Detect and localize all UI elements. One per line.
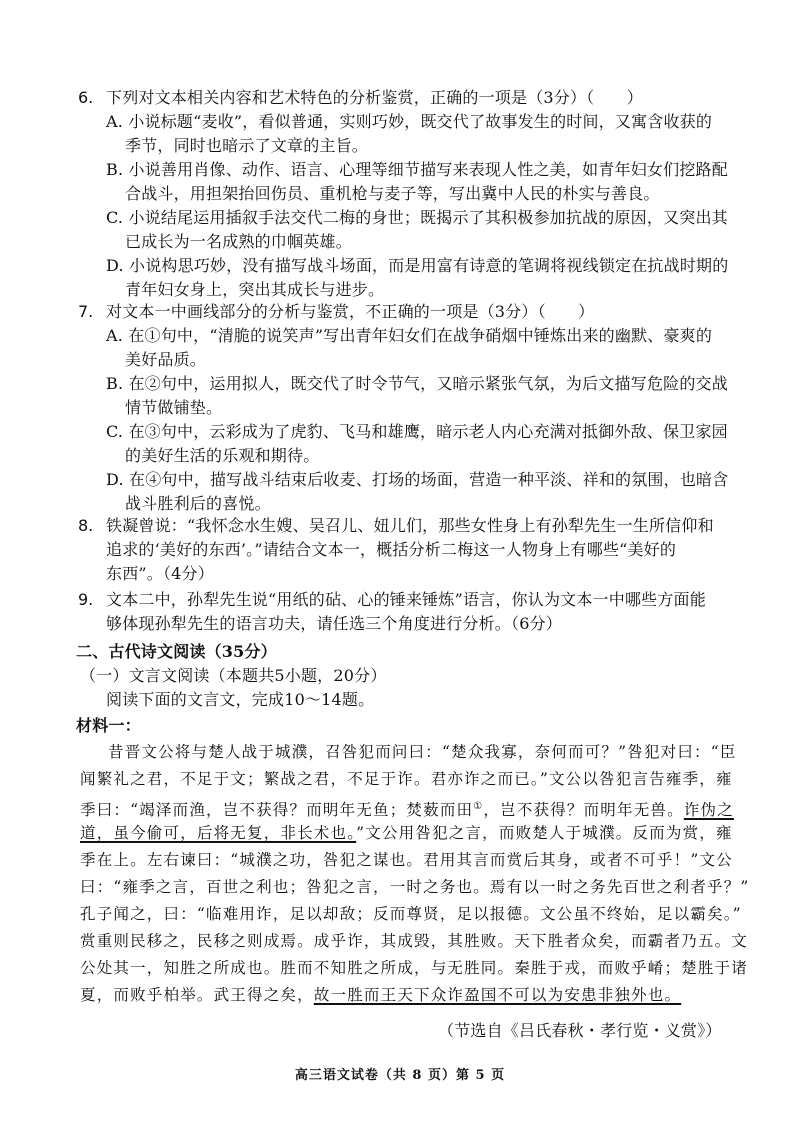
passage-line-10 — [80, 984, 681, 1007]
q6-option-c-line2: 已成长为一名成熟的巾帼英雄。 — [125, 232, 352, 251]
q7-option-c-line1: C. 在③句中，云彩成为了虎豹、飞马和雄鹰，暗示老人内心充满对抵御外敌、保卫家园 — [106, 422, 728, 441]
q7-option-c-line2: 的美好生活的乐观和期待。 — [125, 446, 320, 465]
q6-option-b-line1: B. 小说善用肖像、动作、语言、心理等细节描写来表现人性之美，如青年妇女们挖路配 — [106, 160, 728, 179]
underlined-sentence-start: 诈伪之 — [683, 801, 734, 820]
q6-option-a-line2: 季节，同时也暗示了文章的主旨。 — [125, 136, 369, 155]
question-8-line3: 东西”。（4分） — [106, 564, 214, 583]
passage-line-4-cont: ”文公用咎犯之言，而败楚人于城濮。反而为赏，雍 — [356, 824, 733, 842]
q7-option-b-line2: 情节做铺垫。 — [125, 398, 223, 417]
question-9-line1: 文本二中，孙犁先生说“用纸的砧、心的锤来锤炼”语言，你认为文本一中哪些方面能 — [106, 590, 706, 609]
question-6-stem: 下列对文本相关内容和艺术特色的分析鉴赏，正确的一项是（3分）（ ） — [106, 88, 643, 107]
section-2-instruction: 阅读下面的文言文，完成10～14题。 — [106, 690, 375, 709]
passage-line-2: 闻繁礼之君，不足于文；繁战之君，不足于诈。君亦诈之而已。”文公以咎犯言告雍季，雍 — [80, 770, 733, 788]
q7-option-b-line1: B. 在②句中，运用拟人，既交代了时令节气，又暗示紧张气氛，为后文描写危险的交战 — [106, 374, 728, 393]
question-8-number: 8. — [78, 516, 94, 535]
footnote-marker: ① — [473, 801, 484, 812]
section-2-title: 二、古代诗文阅读（35分） — [76, 642, 277, 661]
q7-option-a-line2: 美好品质。 — [125, 350, 207, 369]
q6-option-b-line2: 合战斗，用担架抬回伤员、重机枪与麦子等，写出冀中人民的朴实与善良。 — [125, 184, 660, 203]
q6-option-d-line2: 青年妇女身上，突出其成长与进步。 — [125, 280, 385, 299]
material-1-label: 材料一： — [76, 716, 141, 735]
q7-option-a-line1: A. 在①句中，“清脆的说笑声”写出青年妇女们在战争硝烟中锤炼出来的幽默、豪爽的 — [106, 326, 713, 345]
passage-line-1: 昔晋文公将与楚人战于城濮，召咎犯而问曰：“楚众我寡，奈何而可？”咎犯对曰：“臣 — [108, 743, 737, 761]
q7-option-d-line1: D. 在④句中，描写战斗结束后收麦、打场的场面，营造一种平淡、祥和的氛围，也暗含 — [106, 470, 729, 489]
passage-source: （节选自《吕氏春秋・孝行览・义赏》） — [438, 1021, 722, 1040]
question-7-number: 7. — [78, 302, 94, 321]
passage-line-3 — [80, 795, 734, 822]
section-2-subtitle: （一）文言文阅读（本题共5小题，20分） — [80, 666, 387, 685]
q6-option-d-line1: D. 小说构思巧妙，没有描写战斗场面，而是用富有诗意的笔调将视线锁定在抗战时期的 — [106, 256, 729, 275]
q7-option-d-line2: 战斗胜利后的喜悦。 — [125, 494, 271, 513]
question-6-number: 6. — [78, 88, 94, 107]
passage-line-8: 赏重则民移之，民移之则成焉。成乎诈，其成毁，其胜败。天下胜者众矣，而霸者乃五。文 — [80, 932, 749, 950]
question-8-line2: 追求的‘美好的东西’。”请结合文本一，概括分析二梅这一人物身上有哪些“美好的 — [106, 540, 677, 559]
passage-line-3-text: 季曰：“竭泽而渔，岂不获得？而明年无鱼；焚薮而田 — [80, 801, 474, 820]
passage-line-10-text: 夏，而败乎柏举。武王得之矣， — [80, 986, 314, 1004]
question-9-line2: 够体现孙犁先生的语言功夫，请任选三个角度进行分析。（6分） — [106, 614, 562, 633]
q6-option-c-line1: C. 小说结尾运用插叙手法交代二梅的身世；既揭示了其积极参加抗战的原因，又突出其 — [106, 208, 728, 227]
underlined-unpunctuated-sentence: 故一胜而王天下众诈盈国不可以为安患非独外也。 — [313, 986, 682, 1004]
passage-line-9: 公处其一，知胜之所成也。胜而不知胜之所成，与无胜同。秦胜于戎，而败乎崤；楚胜于诸 — [80, 959, 749, 977]
question-7-stem: 对文本一中画线部分的分析与鉴赏，不正确的一项是（3分）（ ） — [106, 302, 595, 321]
passage-line-7: 孔子闻之，曰：“临难用诈，足以却敌；反而尊贤，足以报德。文公虽不终始，足以霸矣。” — [80, 905, 742, 923]
passage-line-3-cont: ，岂不获得？而明年无兽。 — [483, 801, 684, 820]
passage-line-6: 曰：“雍季之言，百世之利也；咎犯之言，一时之务也。焉有以一时之务先百世之利者乎？” — [80, 878, 750, 896]
passage-line-4 — [80, 822, 733, 845]
question-8-line1: 铁凝曾说：“我怀念水生嫂、吴召儿、妞儿们，那些女性身上有孙犁先生一生所信仰和 — [106, 516, 714, 535]
q6-option-a-line1: A. 小说标题“麦收”，看似普通，实则巧妙，既交代了故事发生的时间，又寓含收获的 — [106, 112, 713, 131]
question-9-number: 9. — [78, 590, 94, 609]
passage-line-5: 季在上。左右谏曰：“城濮之功，咎犯之谋也。君用其言而赏后其身，或者不可乎！”文公 — [80, 851, 733, 869]
page-footer: 高三语文试卷（共 8 页）第 5 页 — [294, 1068, 506, 1083]
underlined-sentence-end: 道，虽今偷可，后将无复，非长术也。 — [80, 824, 357, 842]
